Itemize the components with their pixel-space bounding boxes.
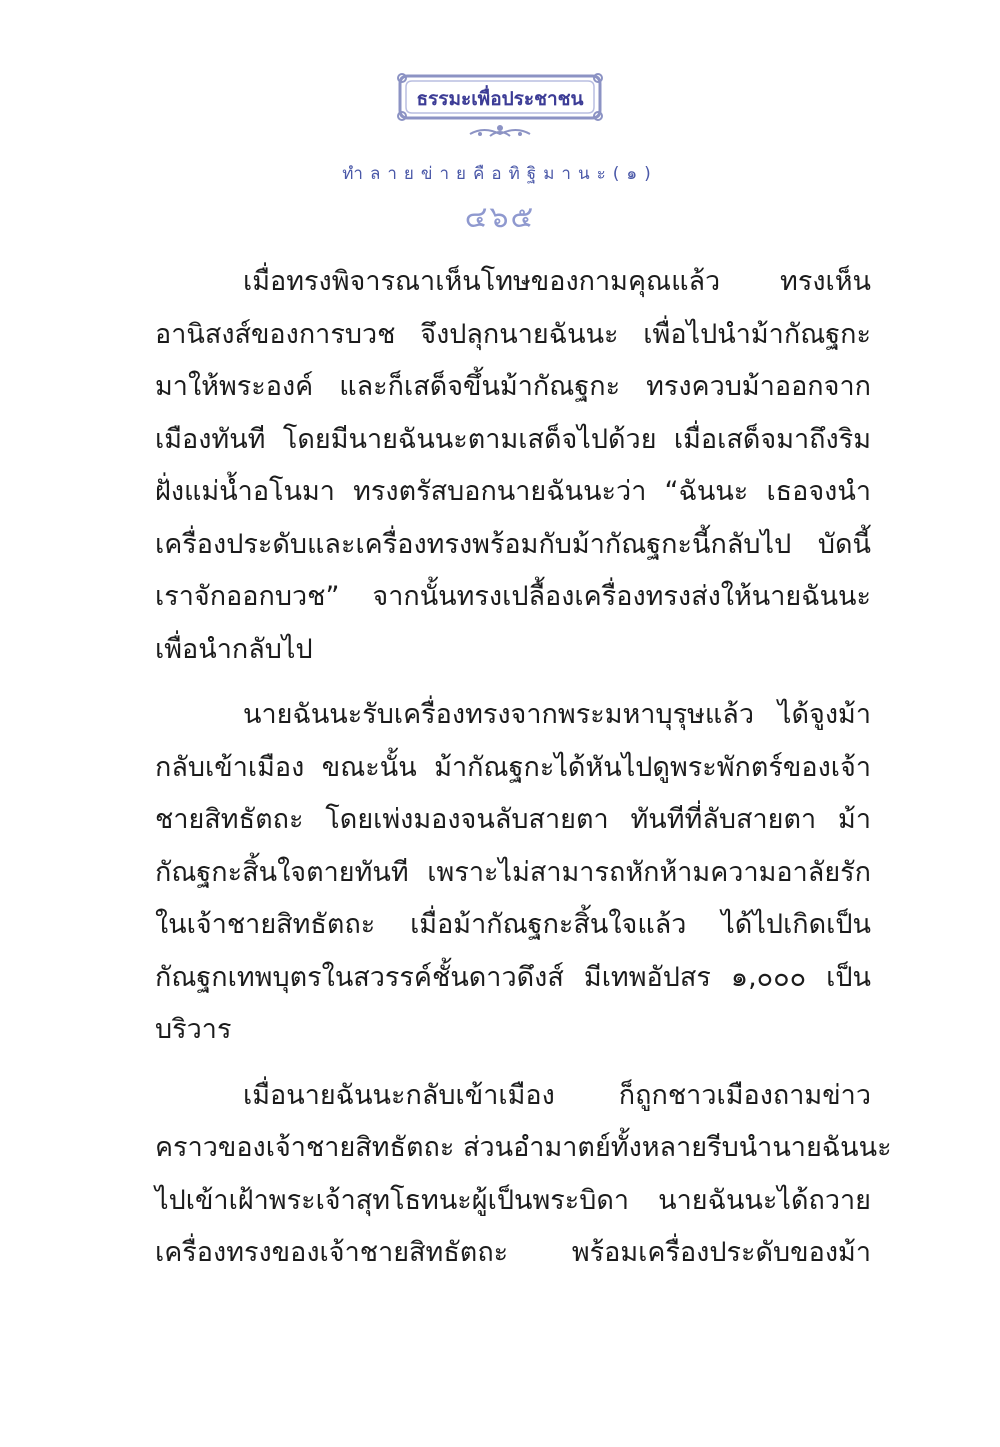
text-line: กลับเข้าเมือง ขณะนั้น ม้ากัณฐกะได้หันไปดูพระพักตร์ของเจ้า xyxy=(155,751,871,783)
logo-text: ธรรมะเพื่อประชาชน xyxy=(416,88,584,110)
text-line: มาให้พระองค์ และก็เสด็จขึ้นม้ากัณฐกะ ทรงควบม้าออกจาก xyxy=(155,371,871,402)
text-line: เมื่อนายฉันนะกลับเข้าเมือง ก็ถูกชาวเมืองถามข่าว xyxy=(243,1079,871,1111)
text-line: ฝั่งแม่น้ำอโนมา ทรงตรัสบอกนายฉันนะว่า “ฉันนะ เธอจงนำ xyxy=(155,476,871,507)
header-logo xyxy=(394,70,606,146)
paragraph-2 xyxy=(155,689,871,1057)
text-line: ในเจ้าชายสิทธัตถะ เมื่อม้ากัณฐกะสิ้นใจแล้ว ได้ไปเกิดเป็น xyxy=(155,909,871,940)
text-line: อานิสงส์ของการบวช จึงปลุกนายฉันนะ เพื่อไปนำม้ากัณฐกะ xyxy=(155,318,871,350)
text-line: เราจักออกบวช” จากนั้นทรงเปลื้องเครื่องทรงส่งให้นายฉันนะ xyxy=(155,581,871,612)
text-line: กัณฐกเทพบุตรในสวรรค์ชั้นดาวดึงส์ มีเทพอัปสร ๑,๐๐๐ เป็น xyxy=(155,961,871,993)
text-line: ชายสิทธัตถะ โดยเพ่งมองจนลับสายตา ทันทีที่ลับสายตา ม้า xyxy=(155,804,871,835)
text-line: เมื่อทรงพิจารณาเห็นโทษของกามคุณแล้ว ทรงเห็น xyxy=(243,266,871,297)
text-line: ไปเข้าเฝ้าพระเจ้าสุทโธทนะผู้เป็นพระบิดา นายฉันนะได้ถวาย xyxy=(155,1184,871,1216)
text-line: เมืองทันที โดยมีนายฉันนะตามเสด็จไปด้วย เมื่อเสด็จมาถึงริม xyxy=(155,423,871,455)
text-line: คราวของเจ้าชายสิทธัตถะ ส่วนอำมาตย์ทั้งหลายรีบนำนายฉันนะ xyxy=(155,1132,892,1163)
logo-frame-icon xyxy=(394,70,606,146)
page-number: ๔๖๕ xyxy=(464,200,536,235)
text-line: กัณฐกะสิ้นใจตายทันที เพราะไม่สามารถหักห้ามความอาลัยรัก xyxy=(155,856,871,888)
text-line: เครื่องทรงของเจ้าชายสิทธัตถะ พร้อมเครื่องประดับของม้า xyxy=(155,1237,871,1268)
running-title: ทำลายข่ายคือทิฐิมานะ(๑) xyxy=(342,164,658,184)
text-line: นายฉันนะรับเครื่องทรงจากพระมหาบุรุษแล้ว ได้จูงม้า xyxy=(243,699,871,730)
paragraph-3 xyxy=(155,1070,892,1280)
text-line: เพื่อนำกลับไป xyxy=(155,633,313,665)
text-line: บริวาร xyxy=(155,1014,232,1045)
paragraph-1 xyxy=(155,256,871,676)
text-line: เครื่องประดับและเครื่องทรงพร้อมกับม้ากัณฐกะนี้กลับไป บัดนี้ xyxy=(155,528,871,560)
body-text xyxy=(155,256,892,1293)
